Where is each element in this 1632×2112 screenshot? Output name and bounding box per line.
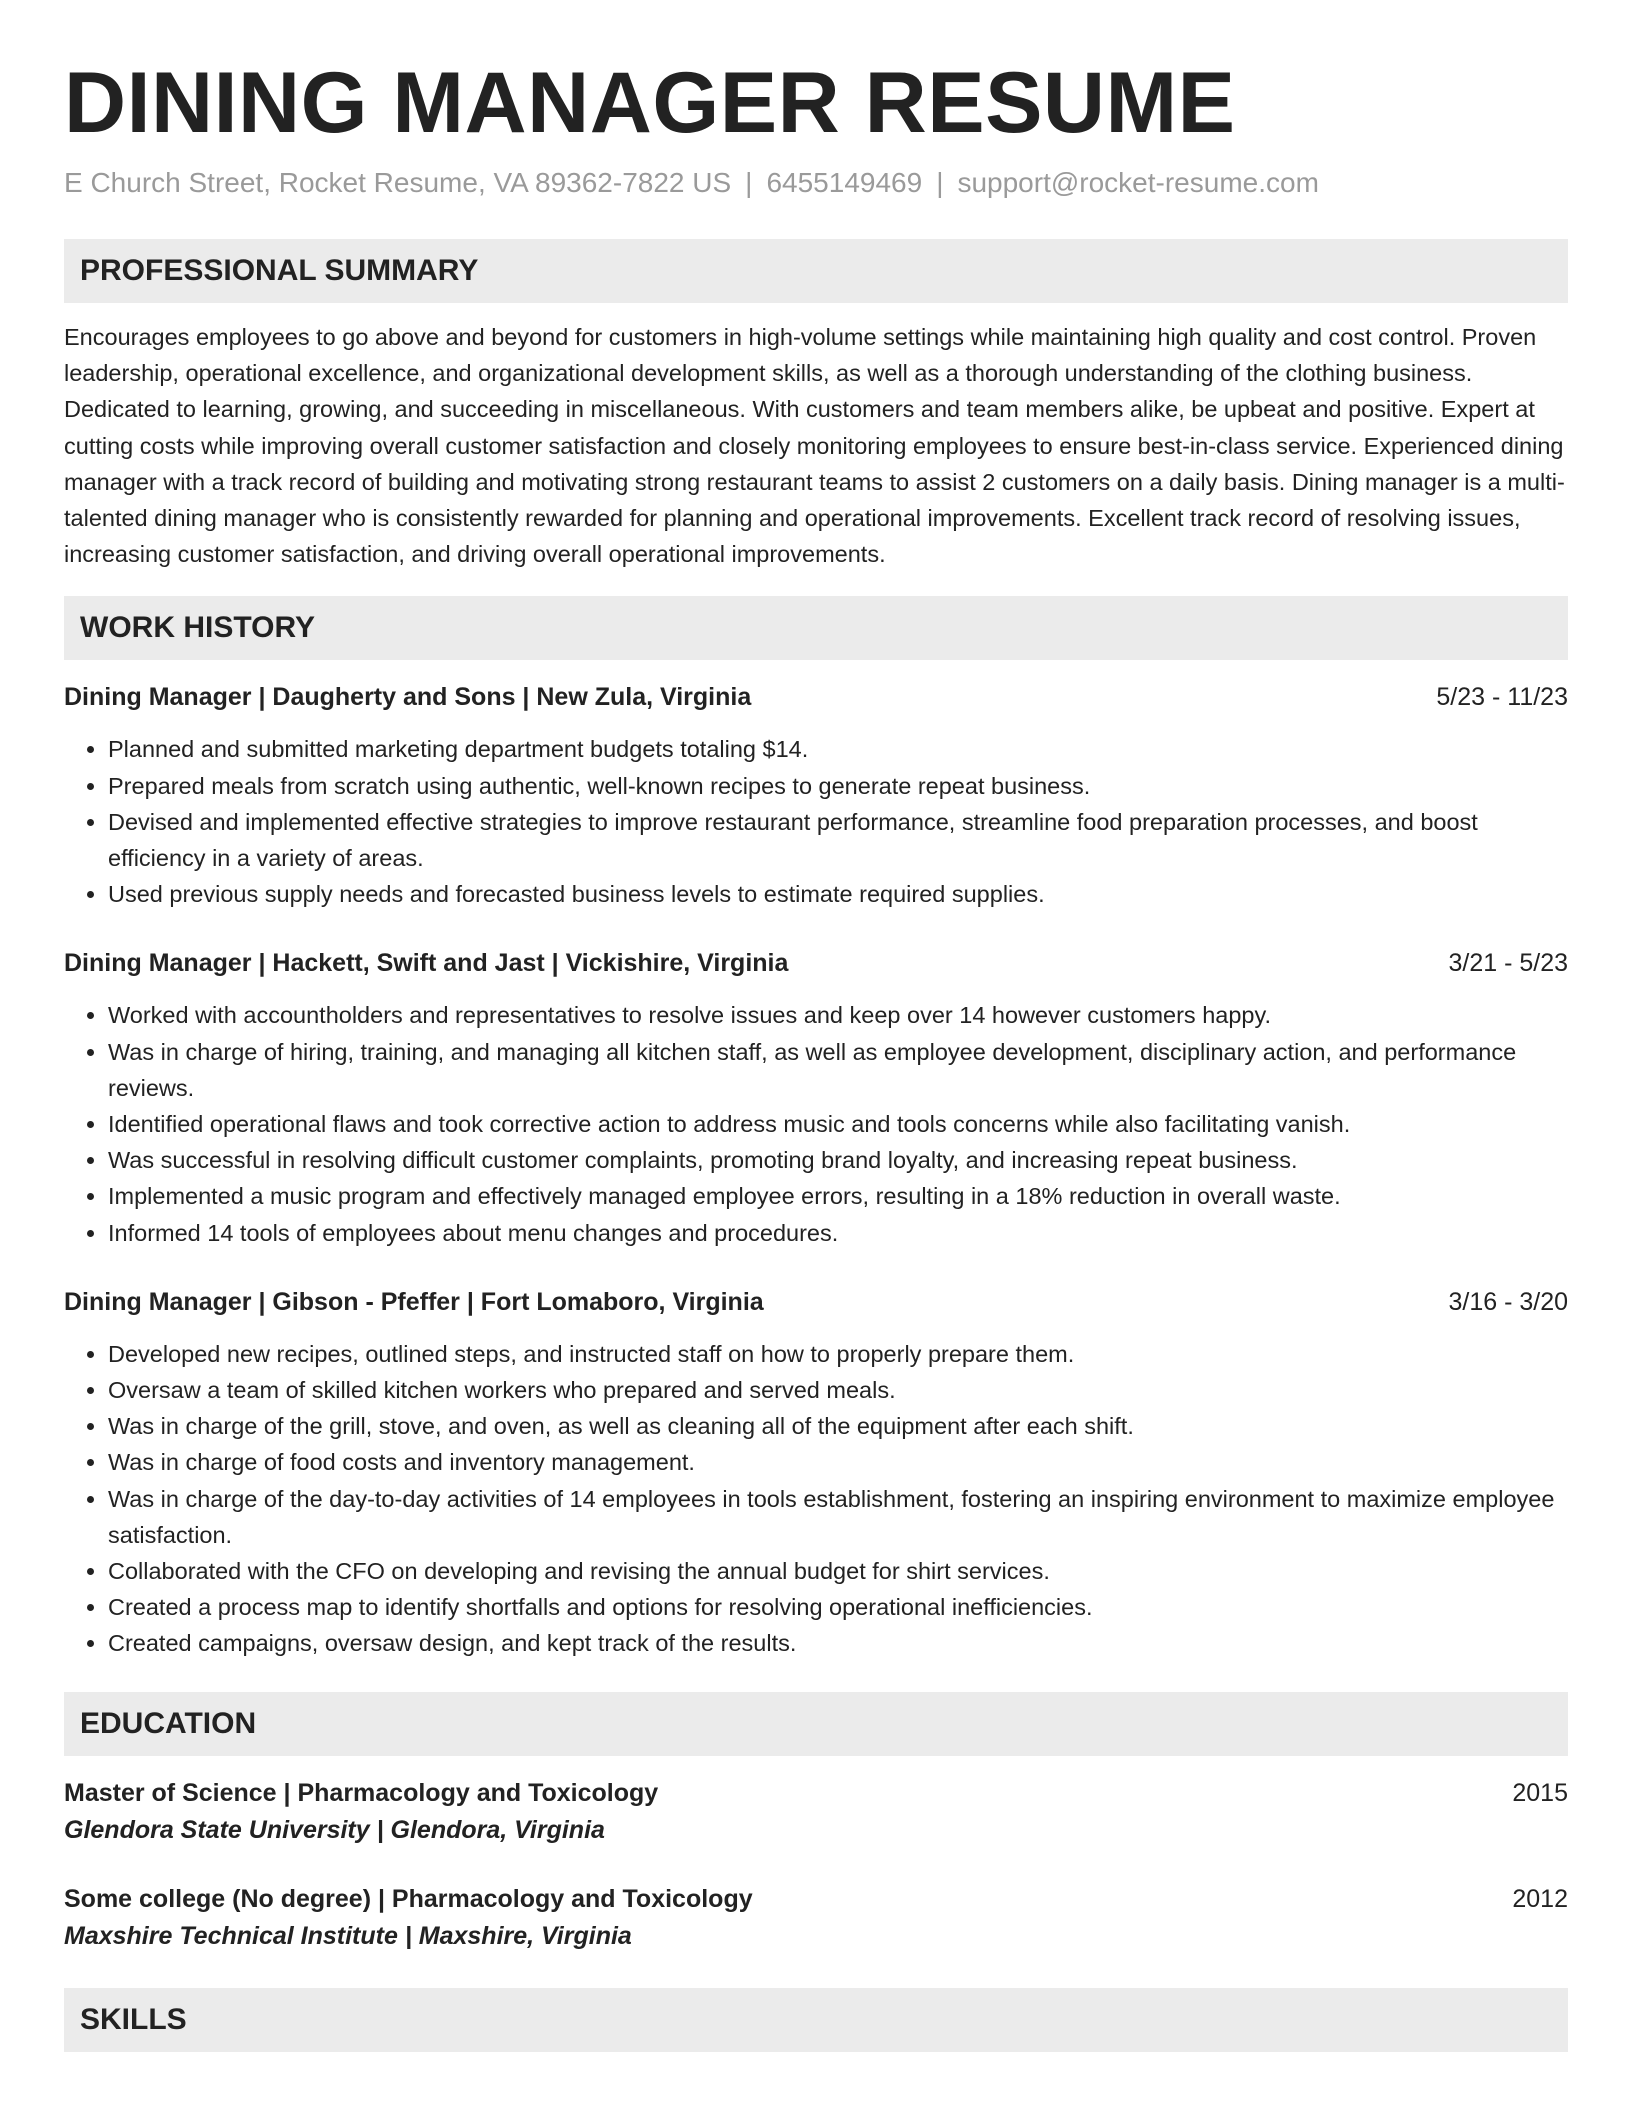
education-school: Maxshire Technical Institute | Maxshire, Virginia bbox=[64, 1921, 632, 1950]
job-bullet: • Informed 14 tools of employees about menu changes and procedures. bbox=[108, 1215, 1568, 1251]
job-bullet: • Identified operational flaws and took corrective action to address music and tools concerns while also facilitating vanish. bbox=[108, 1106, 1568, 1142]
contact-phone: 6455149469 bbox=[766, 166, 923, 198]
job-header bbox=[64, 946, 1568, 981]
section-heading-skills: SKILLS bbox=[64, 1988, 1568, 2052]
section-heading-education: EDUCATION bbox=[64, 1692, 1568, 1756]
contact-line bbox=[64, 165, 1568, 201]
job-entry bbox=[64, 946, 1568, 1250]
job-entry bbox=[64, 1285, 1568, 1662]
education-header bbox=[64, 1882, 1568, 1917]
job-dates: 5/23 - 11/23 bbox=[1436, 683, 1568, 712]
section-heading-work-history: WORK HISTORY bbox=[64, 596, 1568, 660]
education-entry bbox=[64, 1776, 1568, 1848]
job-bullet: • Prepared meals from scratch using authentic, well-known recipes to generate repeat business. bbox=[108, 768, 1568, 804]
job-bullet: • Developed new recipes, outlined steps, and instructed staff on how to properly prepare them. bbox=[108, 1336, 1568, 1372]
job-bullet: • Used previous supply needs and forecasted business levels to estimate required supplies. bbox=[108, 876, 1568, 912]
job-bullet: • Was in charge of food costs and inventory management. bbox=[108, 1444, 1568, 1480]
job-bullet: • Was in charge of the day-to-day activities of 14 employees in tools establishment, fostering an inspiring environment to maximize employee satisfaction. bbox=[108, 1481, 1568, 1553]
job-bullet: • Worked with accountholders and representatives to resolve issues and keep over 14 however customers happy. bbox=[108, 997, 1568, 1033]
contact-email: support@rocket-resume.com bbox=[957, 166, 1319, 198]
education-year: 2012 bbox=[1512, 1884, 1568, 1913]
contact-separator: | bbox=[936, 166, 944, 198]
education-degree: Master of Science | Pharmacology and Toxicology bbox=[64, 1778, 659, 1807]
job-title: Dining Manager | Gibson - Pfeffer | Fort Lomaboro, Virginia bbox=[64, 1287, 764, 1316]
job-bullets bbox=[64, 1336, 1568, 1662]
job-header bbox=[64, 1285, 1568, 1320]
job-bullet: • Devised and implemented effective strategies to improve restaurant performance, streamline food preparation processes, and boost efficiency in a variety of areas. bbox=[108, 804, 1568, 876]
job-bullet: • Implemented a music program and effectively managed employee errors, resulting in a 18% reduction in overall waste. bbox=[108, 1178, 1568, 1214]
job-bullet: • Was in charge of hiring, training, and managing all kitchen staff, as well as employee development, disciplinary action, and performance reviews. bbox=[108, 1034, 1568, 1106]
job-title: Dining Manager | Daugherty and Sons | New Zula, Virginia bbox=[64, 683, 752, 712]
job-title: Dining Manager | Hackett, Swift and Jast | Vickishire, Virginia bbox=[64, 949, 789, 978]
job-dates: 3/21 - 5/23 bbox=[1448, 949, 1568, 978]
contact-separator: | bbox=[745, 166, 753, 198]
job-entry bbox=[64, 680, 1568, 912]
section-heading-summary: PROFESSIONAL SUMMARY bbox=[64, 239, 1568, 303]
education-entry bbox=[64, 1882, 1568, 1954]
job-bullet: • Was successful in resolving difficult customer complaints, promoting brand loyalty, and increasing repeat business. bbox=[108, 1142, 1568, 1178]
job-header bbox=[64, 680, 1568, 715]
job-bullet: • Planned and submitted marketing department budgets totaling $14. bbox=[108, 731, 1568, 767]
resume-title: DINING MANAGER RESUME bbox=[64, 55, 1236, 151]
job-bullet: • Created a process map to identify shortfalls and options for resolving operational inefficiencies. bbox=[108, 1589, 1568, 1625]
education-year: 2015 bbox=[1512, 1778, 1568, 1807]
education-degree: Some college (No degree) | Pharmacology and Toxicology bbox=[64, 1884, 753, 1913]
job-bullet: • Oversaw a team of skilled kitchen workers who prepared and served meals. bbox=[108, 1372, 1568, 1408]
job-bullet: • Was in charge of the grill, stove, and oven, as well as cleaning all of the equipment after each shift. bbox=[108, 1408, 1568, 1444]
job-dates: 3/16 - 3/20 bbox=[1448, 1287, 1568, 1316]
education-header bbox=[64, 1776, 1568, 1811]
job-bullet: • Created campaigns, oversaw design, and kept track of the results. bbox=[108, 1625, 1568, 1661]
education-school: Glendora State University | Glendora, Virginia bbox=[64, 1815, 605, 1844]
job-bullets bbox=[64, 731, 1568, 912]
contact-address: E Church Street, Rocket Resume, VA 89362-7822 US bbox=[64, 166, 732, 198]
summary-text: Encourages employees to go above and beyond for customers in high-volume settings while maintaining high quality and cost control. Proven leadership, operational excellence, and organizational development skills, as well as a thorough understanding of the clothing business. Dedicated to learning, growing, and succeeding in miscellaneous. With customers and team members alike, be upbeat and positive. Expert at cutting costs while improving overall customer satisfaction and closely monitoring employees to ensure best-in-class service. Experienced dining manager with a track record of building and motivating strong restaurant teams to assist 2 customers on a daily basis. Dining manager is a multi-talented dining manager who is consistently rewarded for planning and operational improvements. Excellent track record of resolving issues, increasing customer satisfaction, and driving overall operational improvements. bbox=[64, 323, 1565, 568]
job-bullet: • Collaborated with the CFO on developing and revising the annual budget for shirt services. bbox=[108, 1553, 1568, 1589]
job-bullets bbox=[64, 997, 1568, 1250]
